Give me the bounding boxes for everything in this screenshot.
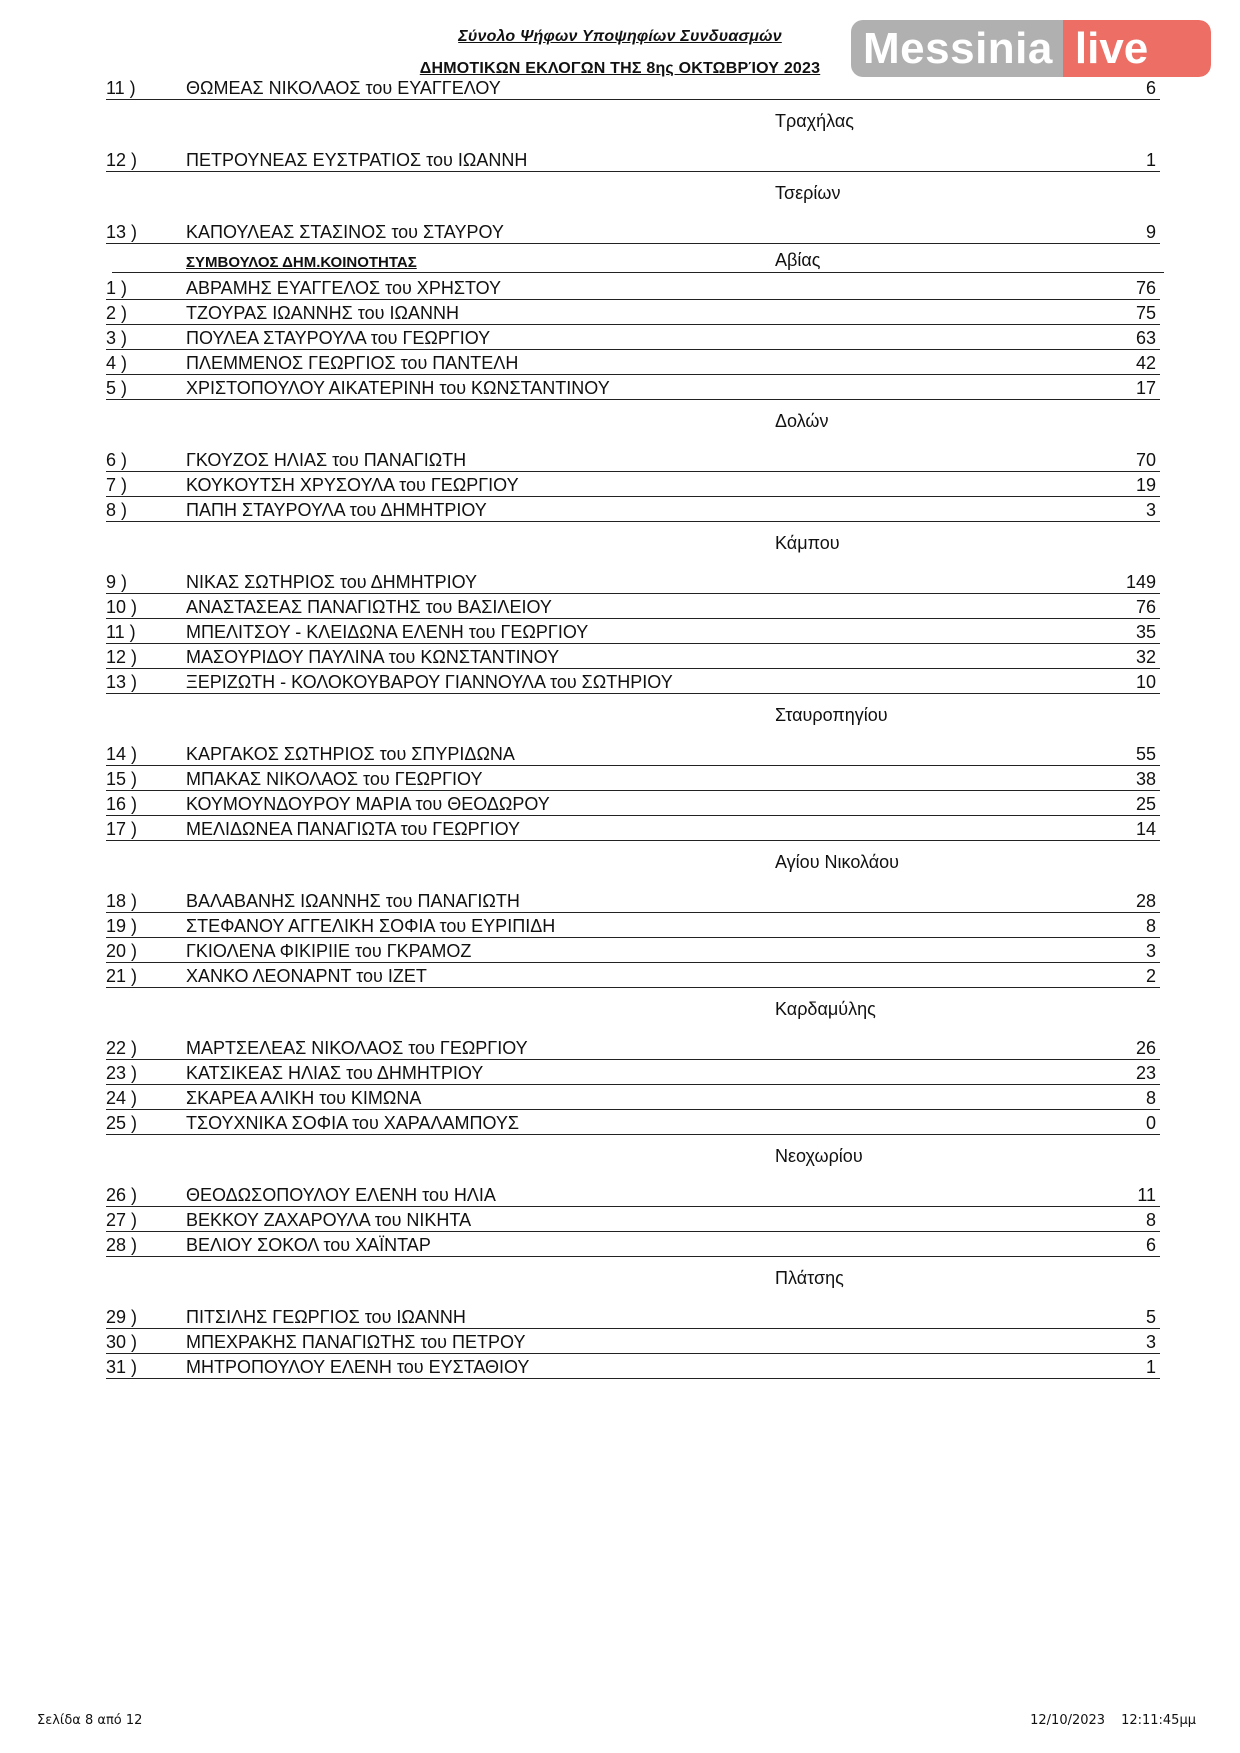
candidate-name: ΜΑΣΟΥΡΙΔΟΥ ΠΑΥΛΙΝΑ του ΚΩΝΣΤΑΝΤΙΝΟΥ (186, 647, 560, 667)
candidate-name: ΚΑΠΟΥΛΕΑΣ ΣΤΑΣΙΝΟΣ του ΣΤΑΥΡΟΥ (186, 222, 504, 242)
candidate-row (106, 596, 1160, 619)
candidate-name: ΜΕΛΙΔΩΝΕΑ ΠΑΝΑΓΙΩΤΑ του ΓΕΩΡΓΙΟΥ (186, 819, 521, 839)
candidate-row (106, 768, 1160, 791)
candidate-name: ΒΕΚΚΟΥ ΖΑΧΑΡΟΥΛΑ του ΝΙΚΗΤΑ (186, 1210, 472, 1230)
candidate-number: 4 ) (106, 353, 128, 373)
candidate-number: 27 ) (106, 1210, 138, 1230)
candidate-name: ΣΤΕΦΑΝΟΥ ΑΓΓΕΛΙΚΗ ΣΟΦΙΑ του ΕΥΡΙΠΙΔΗ (186, 916, 556, 936)
candidate-row (106, 621, 1160, 644)
candidate-row (106, 1234, 1160, 1257)
candidate-number: 30 ) (106, 1332, 138, 1352)
candidate-name: ΑΒΡΑΜΗΣ ΕΥΑΓΓΕΛΟΣ του ΧΡΗΣΤΟΥ (186, 278, 502, 298)
candidate-row (106, 793, 1160, 816)
candidate-votes: 10 (1135, 672, 1156, 692)
candidate-row (106, 352, 1160, 375)
candidate-name: ΓΚΟΥΖΟΣ ΗΛΙΑΣ του ΠΑΝΑΓΙΩΤΗ (186, 450, 467, 470)
candidate-votes: 42 (1135, 353, 1156, 373)
candidate-votes: 3 (1145, 1332, 1156, 1352)
candidate-number: 12 ) (106, 150, 138, 170)
candidate-votes: 23 (1135, 1063, 1156, 1083)
candidate-votes: 149 (1125, 572, 1156, 592)
candidate-number: 29 ) (106, 1307, 138, 1327)
candidate-number: 21 ) (106, 966, 138, 986)
candidate-row (106, 1331, 1160, 1354)
candidate-row (106, 327, 1160, 350)
candidate-name: ΒΑΛΑΒΑΝΗΣ ΙΩΑΝΝΗΣ του ΠΑΝΑΓΙΩΤΗ (186, 891, 520, 911)
candidate-number: 19 ) (106, 916, 138, 936)
candidate-number: 10 ) (106, 597, 138, 617)
candidate-row (106, 671, 1160, 694)
candidate-name: ΠΙΤΣΙΛΗΣ ΓΕΩΡΓΙΟΣ του ΙΩΑΝΝΗ (186, 1307, 466, 1327)
candidate-number: 6 ) (106, 450, 128, 470)
candidate-name: ΠΟΥΛΕΑ ΣΤΑΥΡΟΥΛΑ του ΓΕΩΡΓΙΟΥ (186, 328, 491, 348)
candidate-row (106, 149, 1160, 172)
candidate-number: 22 ) (106, 1038, 138, 1058)
candidate-row (106, 743, 1160, 766)
candidate-votes: 1 (1145, 1357, 1156, 1377)
candidate-votes: 5 (1145, 1307, 1156, 1327)
candidate-name: ΧΡΙΣΤΟΠΟΥΛΟΥ ΑΙΚΑΤΕΡΙΝΗ του ΚΩΝΣΤΑΝΤΙΝΟΥ (186, 378, 610, 398)
candidate-row (106, 915, 1160, 938)
candidate-votes: 0 (1145, 1113, 1156, 1133)
candidate-votes: 6 (1145, 1235, 1156, 1255)
community-label: Πλάτσης (775, 1268, 844, 1288)
candidate-votes: 70 (1135, 450, 1156, 470)
candidate-number: 11 ) (106, 78, 136, 98)
candidate-name: ΣΚΑΡΕΑ ΑΛΙΚΗ του ΚΙΜΩΝΑ (186, 1088, 422, 1108)
print-time: 12:11:45μμ (1121, 1713, 1196, 1728)
candidate-name: ΘΕΟΔΩΣΟΠΟΥΛΟΥ ΕΛΕΝΗ του ΗΛΙΑ (186, 1185, 496, 1205)
candidate-votes: 17 (1135, 378, 1156, 398)
candidate-name: ΧΑΝΚΟ ΛΕΟΝΑΡΝΤ του ΙΖΕΤ (186, 966, 427, 986)
candidate-name: ΝΙΚΑΣ ΣΩΤΗΡΙΟΣ του ΔΗΜΗΤΡΙΟΥ (186, 572, 478, 592)
candidate-name: ΜΠΕΛΙΤΣΟΥ - ΚΛΕΙΔΩΝΑ ΕΛΕΝΗ του ΓΕΩΡΓΙΟΥ (186, 622, 589, 642)
candidate-row (106, 965, 1160, 988)
candidate-name: ΜΠΑΚΑΣ ΝΙΚΟΛΑΟΣ του ΓΕΩΡΓΙΟΥ (186, 769, 483, 789)
community-label: Τραχήλας (775, 111, 854, 131)
candidate-name: ΤΣΟΥΧΝΙΚΑ ΣΟΦΙΑ του ΧΑΡΑΛΑΜΠΟΥΣ (186, 1113, 520, 1133)
candidate-votes: 38 (1135, 769, 1156, 789)
candidate-name: ΚΟΥΚΟΥΤΣΗ ΧΡΥΣΟΥΛΑ του ΓΕΩΡΓΙΟΥ (186, 475, 519, 495)
candidate-number: 14 ) (106, 744, 138, 764)
community-label: Δολών (775, 411, 829, 431)
section-location: Αβίας (775, 250, 821, 270)
candidate-row (106, 474, 1160, 497)
candidate-row (106, 1184, 1160, 1207)
print-timestamp (1030, 1713, 1196, 1728)
candidate-row (106, 1087, 1160, 1110)
candidate-votes: 14 (1135, 819, 1156, 839)
candidate-name: ΘΩΜΕΑΣ ΝΙΚΟΛΑΟΣ του ΕΥΑΓΓΕΛΟΥ (186, 78, 501, 98)
candidate-name: ΚΑΡΓΑΚΟΣ ΣΩΤΗΡΙΟΣ του ΣΠΥΡΙΔΩΝΑ (186, 744, 515, 764)
candidate-votes: 28 (1135, 891, 1156, 911)
candidate-number: 9 ) (106, 572, 128, 592)
candidate-votes: 25 (1135, 794, 1156, 814)
candidate-number: 23 ) (106, 1063, 138, 1083)
candidate-votes: 9 (1145, 222, 1156, 242)
page-number: Σελίδα 8 από 12 (37, 1713, 143, 1728)
candidate-votes: 8 (1145, 1210, 1156, 1230)
candidate-votes: 63 (1135, 328, 1156, 348)
candidate-votes: 35 (1135, 622, 1156, 642)
candidate-row (106, 302, 1160, 325)
candidate-row (106, 77, 1160, 100)
candidate-number: 31 ) (106, 1357, 138, 1377)
candidate-number: 2 ) (106, 303, 128, 323)
candidate-votes: 76 (1135, 597, 1156, 617)
candidate-number: 26 ) (106, 1185, 138, 1205)
candidate-name: ΑΝΑΣΤΑΣΕΑΣ ΠΑΝΑΓΙΩΤΗΣ του ΒΑΣΙΛΕΙΟΥ (186, 597, 552, 617)
candidate-number: 12 ) (106, 647, 138, 667)
community-label: Κάμπου (775, 533, 840, 553)
candidate-votes: 76 (1135, 278, 1156, 298)
document-title: Σύνολο Ψήφων Υποψηφίων Συνδυασμών (458, 28, 782, 45)
candidate-votes: 55 (1135, 744, 1156, 764)
community-label: Σταυροπηγίου (775, 705, 888, 725)
candidate-row (106, 1037, 1160, 1060)
candidate-votes: 3 (1145, 500, 1156, 520)
candidate-number: 13 ) (106, 672, 138, 692)
candidate-votes: 8 (1145, 1088, 1156, 1108)
candidate-name: ΠΑΠΗ ΣΤΑΥΡΟΥΛΑ του ΔΗΜΗΤΡΙΟΥ (186, 500, 487, 520)
candidate-number: 20 ) (106, 941, 138, 961)
candidate-votes: 2 (1145, 966, 1156, 986)
candidate-name: ΓΚΙΟΛΕΝΑ ΦΙΚΙΡΙΙΕ του ΓΚΡΑΜΟΖ (186, 941, 472, 961)
candidate-name: ΜΑΡΤΣΕΛΕΑΣ ΝΙΚΟΛΑΟΣ του ΓΕΩΡΓΙΟΥ (186, 1038, 528, 1058)
candidate-number: 8 ) (106, 500, 128, 520)
candidate-row (106, 377, 1160, 400)
community-label: Τσερίων (775, 183, 841, 203)
candidate-name: ΒΕΛΙΟΥ ΣΟΚΟΛ του ΧΑΪΝΤΑΡ (186, 1235, 431, 1255)
candidate-number: 1 ) (106, 278, 128, 298)
community-label: Αγίου Νικολάου (775, 852, 899, 872)
candidate-row (106, 277, 1160, 300)
candidate-row (106, 818, 1160, 841)
print-date: 12/10/2023 (1030, 1713, 1106, 1728)
candidate-votes: 19 (1135, 475, 1156, 495)
candidate-votes: 1 (1145, 150, 1156, 170)
candidate-number: 18 ) (106, 891, 138, 911)
candidate-row (106, 499, 1160, 522)
candidate-name: ΚΑΤΣΙΚΕΑΣ ΗΛΙΑΣ του ΔΗΜΗΤΡΙΟΥ (186, 1063, 484, 1083)
candidate-row (106, 571, 1160, 594)
logo-text-live: live (1063, 20, 1211, 77)
candidate-votes: 11 (1137, 1185, 1156, 1205)
document-subtitle: ΔΗΜΟΤΙΚΩΝ ΕΚΛΟΓΩΝ ΤΗΣ 8ης ΟΚΤΩΒΡΊΟΥ 2023 (419, 60, 821, 77)
candidate-row (106, 1209, 1160, 1232)
candidate-number: 11 ) (106, 622, 136, 642)
section-header-row (112, 252, 1164, 273)
candidate-votes: 3 (1145, 941, 1156, 961)
candidate-name: ΜΗΤΡΟΠΟΥΛΟΥ ΕΛΕΝΗ του ΕΥΣΤΑΘΙΟΥ (186, 1357, 530, 1377)
candidate-number: 5 ) (106, 378, 128, 398)
candidate-name: ΤΖΟΥΡΑΣ ΙΩΑΝΝΗΣ του ΙΩΑΝΝΗ (186, 303, 459, 323)
candidate-row (106, 1306, 1160, 1329)
logo-text-messinia: Messinia (851, 20, 1063, 77)
candidate-votes: 26 (1135, 1038, 1156, 1058)
candidate-row (106, 940, 1160, 963)
candidate-votes: 75 (1135, 303, 1156, 323)
candidate-votes: 32 (1135, 647, 1156, 667)
candidate-name: ΚΟΥΜΟΥΝΔΟΥΡΟΥ ΜΑΡΙΑ του ΘΕΟΔΩΡΟΥ (186, 794, 550, 814)
candidate-number: 13 ) (106, 222, 138, 242)
candidate-row (106, 890, 1160, 913)
community-label: Καρδαμύλης (775, 999, 876, 1019)
candidate-row (106, 1062, 1160, 1085)
candidate-name: ΠΛΕΜΜΕΝΟΣ ΓΕΩΡΓΙΟΣ του ΠΑΝΤΕΛΗ (186, 353, 519, 373)
candidate-row (106, 221, 1160, 244)
candidate-row (106, 1112, 1160, 1135)
candidate-name: ΜΠΕΧΡΑΚΗΣ ΠΑΝΑΓΙΩΤΗΣ του ΠΕΤΡΟΥ (186, 1332, 526, 1352)
candidate-row (106, 1356, 1160, 1379)
candidate-votes: 8 (1145, 916, 1156, 936)
candidate-number: 15 ) (106, 769, 138, 789)
candidate-number: 7 ) (106, 475, 128, 495)
community-label: Νεοχωρίου (775, 1146, 863, 1166)
section-title: ΣΥΜΒΟΥΛΟΣ ΔΗΜ.ΚΟΙΝΟΤΗΤΑΣ (186, 254, 417, 271)
candidate-number: 24 ) (106, 1088, 138, 1108)
candidate-number: 16 ) (106, 794, 138, 814)
candidate-name: ΠΕΤΡΟΥΝΕΑΣ ΕΥΣΤΡΑΤΙΟΣ του ΙΩΑΝΝΗ (186, 150, 528, 170)
candidate-number: 3 ) (106, 328, 128, 348)
candidate-votes: 6 (1145, 78, 1156, 98)
candidate-number: 17 ) (106, 819, 138, 839)
candidate-row (106, 449, 1160, 472)
candidate-row (106, 646, 1160, 669)
candidate-name: ΞΕΡΙΖΩΤΗ - ΚΟΛΟΚΟΥΒΑΡΟΥ ΓΙΑΝΝΟΥΛΑ του ΣΩΤΗΡΙΟΥ (186, 672, 673, 692)
candidate-number: 25 ) (106, 1113, 138, 1133)
candidate-number: 28 ) (106, 1235, 138, 1255)
